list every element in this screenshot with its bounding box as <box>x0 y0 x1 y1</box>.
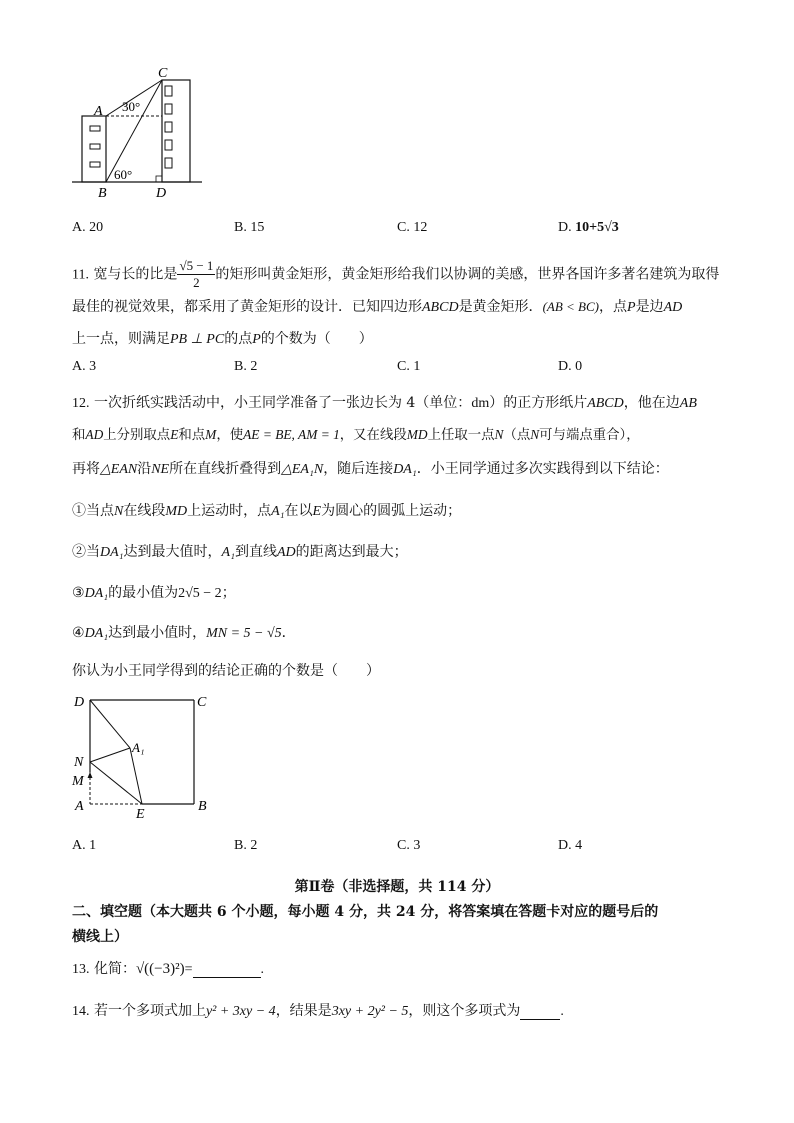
q11-option-a[interactable]: A. 3 <box>72 359 97 374</box>
q13: 13. 化简：√((−3)²)= . <box>72 961 265 977</box>
square-fold-figure <box>70 688 220 822</box>
q12-line3: 再将△EAN沿NE所在直线折叠得到△EA₁N，随后连接DA₁．小王同学通过多次实践得到以下结论： <box>72 461 669 477</box>
label-M: M <box>72 774 84 789</box>
q12-conclusion-3: ③DA₁的最小值为2√5 − 2； <box>72 585 236 601</box>
label-A1: A₁ <box>132 740 145 755</box>
q10-option-c[interactable]: C. 12 <box>397 220 428 235</box>
q12-option-c[interactable]: C. 3 <box>397 838 421 853</box>
q13-answer-blank[interactable] <box>193 961 261 978</box>
golden-ratio-fraction: $\frac{√5 - 1}{2}$ <box>179 258 214 290</box>
label-D: D <box>156 186 167 201</box>
label-A: A <box>94 104 103 119</box>
q12-conclusion-1: ①当点N在线段MD上运动时，点A₁在以E为圆心的圆弧上运动； <box>72 503 462 519</box>
label-A: A <box>75 799 84 814</box>
q11-option-b[interactable]: B. 2 <box>234 359 258 374</box>
q11-option-c[interactable]: C. 1 <box>397 359 421 374</box>
label-angle-60: 60° <box>114 167 133 182</box>
label-B: B <box>98 186 107 201</box>
q10-option-d[interactable]: D. 10+5√3 <box>558 220 619 235</box>
q13-expression: √((−3)²) <box>135 961 185 977</box>
q11-line3: 上一点，则满足PB ⊥ PC的点P的个数为（ ） <box>72 331 373 347</box>
q14-answer-blank[interactable] <box>520 1003 560 1020</box>
q10-option-a[interactable]: A. 20 <box>72 220 104 235</box>
q11-line2: 最佳的视觉效果，都采用了黄金矩形的设计．已知四边形ABCD是黄金矩形．(AB < BC)，点P是边AD <box>72 299 683 315</box>
q10-option-b[interactable]: B. 15 <box>234 220 265 235</box>
q12-option-a[interactable]: A. 1 <box>72 838 97 853</box>
building-figure <box>66 64 206 204</box>
q12-line2: 和AD上分别取点E和点M，使AE = BE, AM = 1，又在线段MD上任取一点N（点N可与端点重合）， <box>72 427 640 443</box>
label-D: D <box>74 695 85 710</box>
q12-question: 你认为小王同学得到的结论正确的个数是（ ） <box>72 663 380 679</box>
label-N: N <box>74 755 84 770</box>
section-heading-line2: 横线上） <box>72 929 128 945</box>
label-C: C <box>158 66 168 81</box>
q14: 14. 若一个多项式加上y² + 3xy − 4，结果是3xy + 2y² − 5，则这个多项式为 . <box>72 1003 564 1019</box>
label-E: E <box>136 807 145 822</box>
q11-line1: 11. 宽与长的比是 $\frac{√5 - 1}{2}$ 的矩形叫黄金矩形，黄金矩形给我们以协调的美感，世界各国许多著名建筑为取得 <box>72 258 720 290</box>
label-angle-30: 30° <box>122 99 141 114</box>
section-heading-line1: 二、填空题（本大题共 6 个小题，每小题 4 分，共 24 分，将答案填在答题卡对应的题号后的 <box>72 904 659 920</box>
q12-option-d[interactable]: D. 4 <box>558 838 583 853</box>
q12-option-b[interactable]: B. 2 <box>234 838 258 853</box>
section-title: 第Ⅱ卷（非选择题，共 114 分） <box>294 879 500 895</box>
label-B: B <box>198 799 207 814</box>
label-C: C <box>197 695 207 710</box>
q12-line1: 12. 一次折纸实践活动中，小王同学准备了一张边长为 4（单位：dm）的正方形纸片ABCD，他在边AB <box>72 395 697 411</box>
q12-conclusion-2: ②当DA₁达到最大值时，A₁到直线AD的距离达到最大； <box>72 544 408 560</box>
q11-option-d[interactable]: D. 0 <box>558 359 583 374</box>
q12-conclusion-4: ④DA₁达到最小值时，MN = 5 − √5． <box>72 625 296 641</box>
